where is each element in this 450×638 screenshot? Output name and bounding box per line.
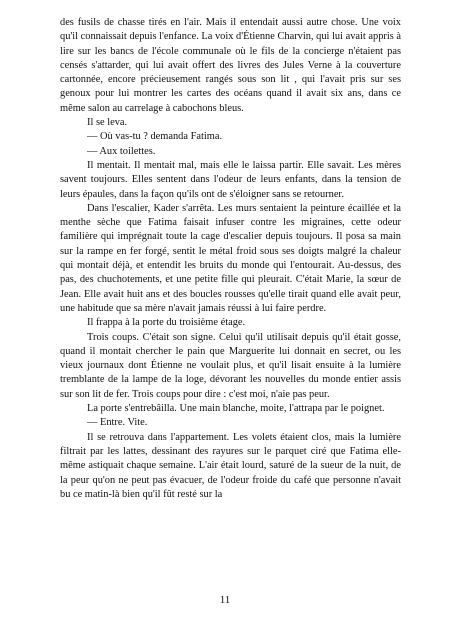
- paragraph: La porte s'entrebâilla. Une main blanche, moite, l'attrapa par le poignet.: [87, 403, 385, 415]
- paragraph: Il se leva.: [87, 117, 128, 129]
- body-text: [60, 16, 401, 502]
- page-number: 11: [219, 594, 231, 606]
- paragraph: des fusils de chasse tirés en l'air. Mais il entendait aussi autre chose. Une voix qu'il connaissait depuis l'enfance. La voix d'Étienne Charvin, qui lui avait appris à lire sur les bancs de l'école communale où le fils de la concierge n'étaient pas censés s'attarder, qui lui avait offert des livres des Jules Verne à la couverture cartonnée, encore précieusement rangés sous son lit , qui l'avait pris sur ses genoux pour lui montrer les cartes des océans quand il avait six ans, dans ce même salon au carrelage à cabochons bleus.: [60, 17, 401, 114]
- paragraph: Il mentait. Il mentait mal, mais elle le laissa partir. Elle savait. Les mères savent toujours. Elles sentent dans l'odeur de leurs enfants, dans la tension de leurs épaules, dans la façon qu'ils ont de s'éloigner sans se retourner.: [60, 159, 401, 200]
- paragraph: — Aux toilettes.: [87, 145, 156, 157]
- paragraph: Dans l'escalier, Kader s'arrêta. Les murs sentaient la peinture écaillée et la menthe sèche que Fatima faisait infuser contre les migraines, cette odeur familière qui imprégnait toute la cage d'escalier depuis toujours. Il posa sa main sur la rampe en fer forgé, sentit le métal froid sous ses doigts malgré la chaleur qui montait déjà, et entendit les bruits du monde qui l'entourait. Au-dessus, des pas, des chuchotements, et une petite fille qui pleurait. C'était Marie, la sœur de Jean. Elle avait huit ans et des boucles rousses qu'elle tirait quand elle avait peur, une habitude que sa mère n'avait jamais réussi à lui faire perdre.: [60, 202, 401, 314]
- paragraph: — Où vas-tu ? demanda Fatima.: [87, 131, 223, 143]
- paragraph: — Entre. Vite.: [87, 417, 148, 429]
- paragraph: Il se retrouva dans l'appartement. Les volets étaient clos, mais la lumière filtrait par les lattes, dessinant des rayures sur le parquet ciré que Fatima elle-même astiquait chaque semaine. L'air était lourd, saturé de la sueur de la nuit, de la peur qu'on ne peut pas évacuer, de l'odeur froide du café que personne n'avait bu ce matin-là bien qu'il fût resté sur la: [60, 431, 401, 500]
- paragraph: Il frappa à la porte du troisième étage.: [87, 317, 246, 329]
- paragraph: Trois coups. C'était son signe. Celui qu'il utilisait depuis qu'il était gosse, quand il montait chercher le pain que Marguerite lui donnait en secret, ou les vieux journaux dont Étienne ne voulait plus, et qu'il lisait ensuite à la lumière tremblante de la lampe de la loge, dévorant les nouvelles du monde entier assis sur son lit de fer. Trois coups pour dire : c'est moi, n'aie pas peur.: [60, 331, 401, 400]
